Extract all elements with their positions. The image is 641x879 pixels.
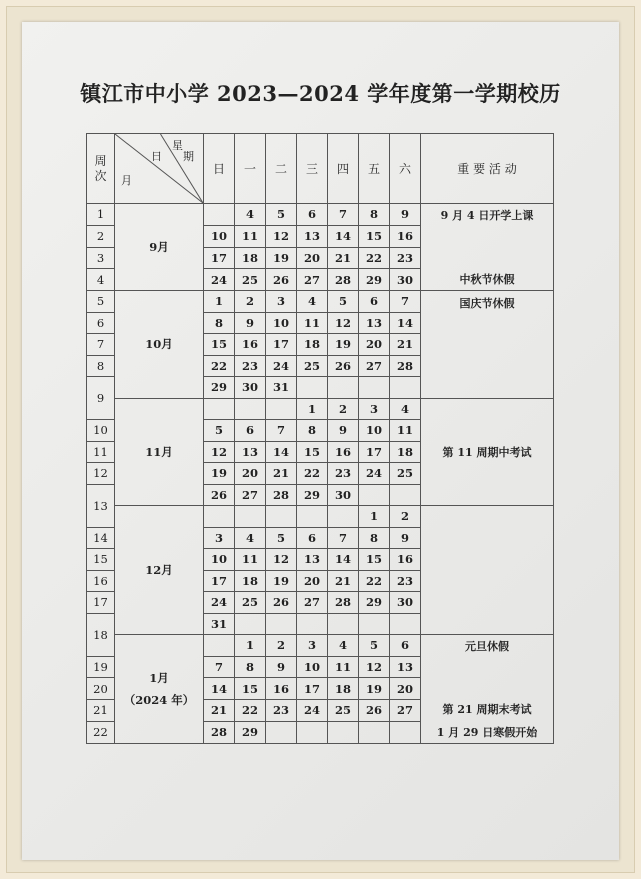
month-label-cell (115, 291, 204, 399)
date-cell: 19 (359, 678, 390, 700)
date-cell: 9 (390, 527, 421, 549)
activity-line (421, 251, 553, 264)
date-cell: 15 (359, 549, 390, 571)
week-number: 16 (87, 570, 115, 592)
date-cell: 7 (328, 204, 359, 226)
date-cell: 13 (297, 225, 328, 247)
week-number: 11 (87, 441, 115, 463)
date-cell (235, 506, 266, 528)
date-cell: 8 (297, 420, 328, 442)
date-cell (359, 484, 390, 506)
date-cell (297, 377, 328, 399)
week-number-header (87, 134, 115, 204)
week-number: 3 (87, 247, 115, 269)
weekday-header: 三 (297, 134, 328, 204)
diagonal-header-cell (115, 134, 204, 204)
header-qi: 期 (183, 150, 194, 163)
date-cell (390, 377, 421, 399)
date-cell: 17 (297, 678, 328, 700)
activity-line: 元旦休假 (465, 640, 509, 653)
date-cell: 6 (390, 635, 421, 657)
week-row (87, 204, 554, 226)
date-cell: 6 (297, 204, 328, 226)
date-cell: 9 (266, 656, 297, 678)
date-cell (266, 613, 297, 635)
week-number: 19 (87, 656, 115, 678)
date-cell: 5 (204, 420, 235, 442)
date-cell: 12 (266, 549, 297, 571)
month-label: 11月 (145, 444, 173, 459)
date-cell: 5 (328, 291, 359, 313)
date-cell: 26 (359, 700, 390, 722)
date-cell (204, 506, 235, 528)
date-cell: 28 (390, 355, 421, 377)
date-cell (328, 613, 359, 635)
date-cell: 20 (359, 334, 390, 356)
date-cell: 8 (359, 204, 390, 226)
week-number: 20 (87, 678, 115, 700)
week-number: 4 (87, 269, 115, 291)
date-cell: 25 (328, 700, 359, 722)
date-cell (204, 398, 235, 420)
week-number: 10 (87, 420, 115, 442)
date-cell: 3 (359, 398, 390, 420)
month-label-cell (115, 635, 204, 744)
date-cell: 26 (266, 592, 297, 614)
weekday-header: 四 (328, 134, 359, 204)
calendar-table (86, 133, 554, 744)
date-cell: 25 (297, 355, 328, 377)
date-cell: 27 (297, 592, 328, 614)
date-cell: 1 (297, 398, 328, 420)
date-cell: 13 (390, 656, 421, 678)
date-cell (328, 506, 359, 528)
date-cell: 8 (204, 312, 235, 334)
date-cell: 11 (235, 225, 266, 247)
date-cell: 11 (235, 549, 266, 571)
date-cell: 22 (235, 700, 266, 722)
date-cell: 8 (359, 527, 390, 549)
date-cell: 30 (390, 269, 421, 291)
month-label: 12月 (145, 563, 173, 577)
date-cell: 4 (235, 204, 266, 226)
date-cell: 4 (235, 527, 266, 549)
date-cell: 23 (390, 570, 421, 592)
week-number: 1 (87, 204, 115, 226)
date-cell: 4 (328, 635, 359, 657)
date-cell (390, 484, 421, 506)
header-yue: 月 (121, 174, 132, 187)
week-number: 7 (87, 334, 115, 356)
date-cell: 17 (266, 334, 297, 356)
date-cell: 26 (328, 355, 359, 377)
date-cell: 11 (328, 656, 359, 678)
date-cell: 12 (266, 225, 297, 247)
date-cell (297, 506, 328, 528)
date-cell: 12 (359, 656, 390, 678)
date-cell: 9 (328, 420, 359, 442)
date-cell: 22 (359, 570, 390, 592)
date-cell: 12 (204, 441, 235, 463)
weekday-header: 六 (390, 134, 421, 204)
date-cell: 20 (297, 570, 328, 592)
date-cell: 7 (204, 656, 235, 678)
date-cell: 4 (390, 398, 421, 420)
month-label: 10月 (145, 337, 173, 352)
activity-line: 第 21 周期末考试 (442, 702, 532, 716)
date-cell: 24 (204, 269, 235, 291)
date-cell: 16 (266, 678, 297, 700)
date-cell: 30 (328, 484, 359, 506)
week-row (87, 635, 554, 657)
date-cell: 25 (390, 463, 421, 485)
week-number: 6 (87, 312, 115, 334)
date-cell: 14 (328, 549, 359, 571)
date-cell: 24 (359, 463, 390, 485)
month-label: 9月 (149, 240, 169, 254)
date-cell: 6 (359, 291, 390, 313)
date-cell: 2 (266, 635, 297, 657)
week-number: 21 (87, 700, 115, 722)
activities-cell (421, 506, 554, 635)
header-row (87, 134, 554, 204)
weekday-header: 日 (204, 134, 235, 204)
week-number: 14 (87, 527, 115, 549)
date-cell: 15 (235, 678, 266, 700)
date-cell: 10 (204, 225, 235, 247)
week-number: 5 (87, 291, 115, 313)
date-cell: 29 (359, 269, 390, 291)
date-cell: 7 (390, 291, 421, 313)
date-cell: 20 (297, 247, 328, 269)
header-ri: 日 (151, 150, 162, 163)
date-cell: 30 (390, 592, 421, 614)
date-cell: 1 (359, 506, 390, 528)
activities-cell (421, 204, 554, 291)
weekday-header: 一 (235, 134, 266, 204)
date-cell: 27 (390, 700, 421, 722)
week-number: 12 (87, 463, 115, 485)
date-cell: 23 (328, 463, 359, 485)
date-cell: 22 (204, 355, 235, 377)
date-cell: 16 (235, 334, 266, 356)
date-cell: 16 (390, 549, 421, 571)
date-cell: 21 (390, 334, 421, 356)
date-cell: 23 (266, 700, 297, 722)
week-row (87, 506, 554, 528)
date-cell: 29 (359, 592, 390, 614)
date-cell: 14 (204, 678, 235, 700)
date-cell: 27 (297, 269, 328, 291)
week-row (87, 398, 554, 420)
month-year-note: （2024 年） (123, 692, 195, 707)
week-number: 13 (87, 484, 115, 527)
date-cell: 24 (204, 592, 235, 614)
activity-line: 9 月 4 日开学上课 (440, 209, 534, 222)
week-number: 18 (87, 613, 115, 656)
date-cell (328, 377, 359, 399)
date-cell (297, 721, 328, 743)
activity-line (421, 230, 553, 243)
date-cell (359, 613, 390, 635)
date-cell: 25 (235, 592, 266, 614)
date-cell: 11 (297, 312, 328, 334)
date-cell: 28 (266, 484, 297, 506)
date-cell: 31 (266, 377, 297, 399)
date-cell: 15 (204, 334, 235, 356)
date-cell (390, 613, 421, 635)
date-cell: 25 (235, 269, 266, 291)
date-cell: 20 (235, 463, 266, 485)
date-cell: 13 (297, 549, 328, 571)
date-cell: 24 (297, 700, 328, 722)
date-cell (266, 506, 297, 528)
date-cell: 10 (204, 549, 235, 571)
date-cell: 22 (297, 463, 328, 485)
activities-header: 重 要 活 动 (421, 134, 554, 204)
activity-line: 1 月 29 日寒假开始 (436, 725, 538, 739)
date-cell: 21 (266, 463, 297, 485)
date-cell: 10 (359, 420, 390, 442)
week-number: 9 (87, 377, 115, 420)
date-cell (204, 204, 235, 226)
date-cell: 14 (390, 312, 421, 334)
activity-line (421, 661, 553, 674)
date-cell: 5 (266, 527, 297, 549)
date-cell (390, 721, 421, 743)
month-label-cell (115, 506, 204, 635)
date-cell: 2 (328, 398, 359, 420)
date-cell: 9 (235, 312, 266, 334)
date-cell: 29 (297, 484, 328, 506)
date-cell: 1 (204, 291, 235, 313)
date-cell: 14 (266, 441, 297, 463)
date-cell: 3 (266, 291, 297, 313)
weekday-header: 二 (266, 134, 297, 204)
date-cell: 9 (390, 204, 421, 226)
date-cell: 23 (235, 355, 266, 377)
date-cell: 21 (204, 700, 235, 722)
date-cell: 6 (297, 527, 328, 549)
date-cell: 14 (328, 225, 359, 247)
date-cell: 30 (235, 377, 266, 399)
activity-line: 第 11 周期中考试 (442, 445, 532, 459)
date-cell: 18 (297, 334, 328, 356)
date-cell (328, 721, 359, 743)
date-cell: 17 (359, 441, 390, 463)
page-title: 镇江市中小学 2023—2024 学年度第一学期校历 (80, 81, 561, 106)
date-cell: 23 (390, 247, 421, 269)
activities-cell (421, 635, 554, 744)
date-cell: 15 (297, 441, 328, 463)
week-number: 17 (87, 592, 115, 614)
activity-line: 中秋节休假 (459, 272, 515, 286)
date-cell: 28 (328, 592, 359, 614)
date-cell: 5 (266, 204, 297, 226)
date-cell (235, 613, 266, 635)
date-cell: 18 (328, 678, 359, 700)
date-cell: 19 (204, 463, 235, 485)
header-xing: 星 (172, 139, 183, 152)
date-cell: 26 (266, 269, 297, 291)
date-cell: 3 (204, 527, 235, 549)
date-cell: 28 (204, 721, 235, 743)
date-cell: 4 (297, 291, 328, 313)
date-cell: 15 (359, 225, 390, 247)
date-cell: 31 (204, 613, 235, 635)
week-number: 8 (87, 355, 115, 377)
date-cell: 18 (235, 570, 266, 592)
date-cell: 16 (328, 441, 359, 463)
date-cell: 19 (266, 247, 297, 269)
activity-line: 国庆节休假 (459, 297, 515, 310)
date-cell: 16 (390, 225, 421, 247)
week-number: 15 (87, 549, 115, 571)
date-cell: 13 (359, 312, 390, 334)
date-cell: 6 (235, 420, 266, 442)
diagonal-lines (115, 134, 203, 203)
date-cell: 21 (328, 570, 359, 592)
date-cell: 2 (390, 506, 421, 528)
date-cell: 19 (266, 570, 297, 592)
date-cell: 17 (204, 570, 235, 592)
week-number: 2 (87, 225, 115, 247)
month-label-cell (115, 204, 204, 291)
date-cell: 29 (235, 721, 266, 743)
week-header-text: 周次 (94, 153, 107, 183)
date-cell: 28 (328, 269, 359, 291)
date-cell: 18 (390, 441, 421, 463)
date-cell: 24 (266, 355, 297, 377)
date-cell: 21 (328, 247, 359, 269)
date-cell: 18 (235, 247, 266, 269)
date-cell: 8 (235, 656, 266, 678)
date-cell: 26 (204, 484, 235, 506)
date-cell (204, 635, 235, 657)
date-cell (266, 721, 297, 743)
date-cell: 1 (235, 635, 266, 657)
date-cell: 27 (235, 484, 266, 506)
date-cell (266, 398, 297, 420)
month-label: 1月 (149, 670, 169, 685)
date-cell: 11 (390, 420, 421, 442)
activities-cell (421, 398, 554, 506)
date-cell: 2 (235, 291, 266, 313)
activities-cell (421, 291, 554, 399)
date-cell (297, 613, 328, 635)
date-cell: 17 (204, 247, 235, 269)
date-cell: 12 (328, 312, 359, 334)
date-cell: 20 (390, 678, 421, 700)
date-cell: 5 (359, 635, 390, 657)
date-cell: 10 (297, 656, 328, 678)
month-label-cell (115, 398, 204, 506)
date-cell: 10 (266, 312, 297, 334)
date-cell: 13 (235, 441, 266, 463)
date-cell (235, 398, 266, 420)
activity-line (421, 681, 553, 694)
date-cell: 7 (328, 527, 359, 549)
date-cell: 29 (204, 377, 235, 399)
date-cell (359, 721, 390, 743)
date-cell: 7 (266, 420, 297, 442)
week-row (87, 291, 554, 313)
date-cell: 22 (359, 247, 390, 269)
weekday-header: 五 (359, 134, 390, 204)
week-number: 22 (87, 721, 115, 743)
date-cell: 19 (328, 334, 359, 356)
date-cell (359, 377, 390, 399)
date-cell: 3 (297, 635, 328, 657)
date-cell: 27 (359, 355, 390, 377)
